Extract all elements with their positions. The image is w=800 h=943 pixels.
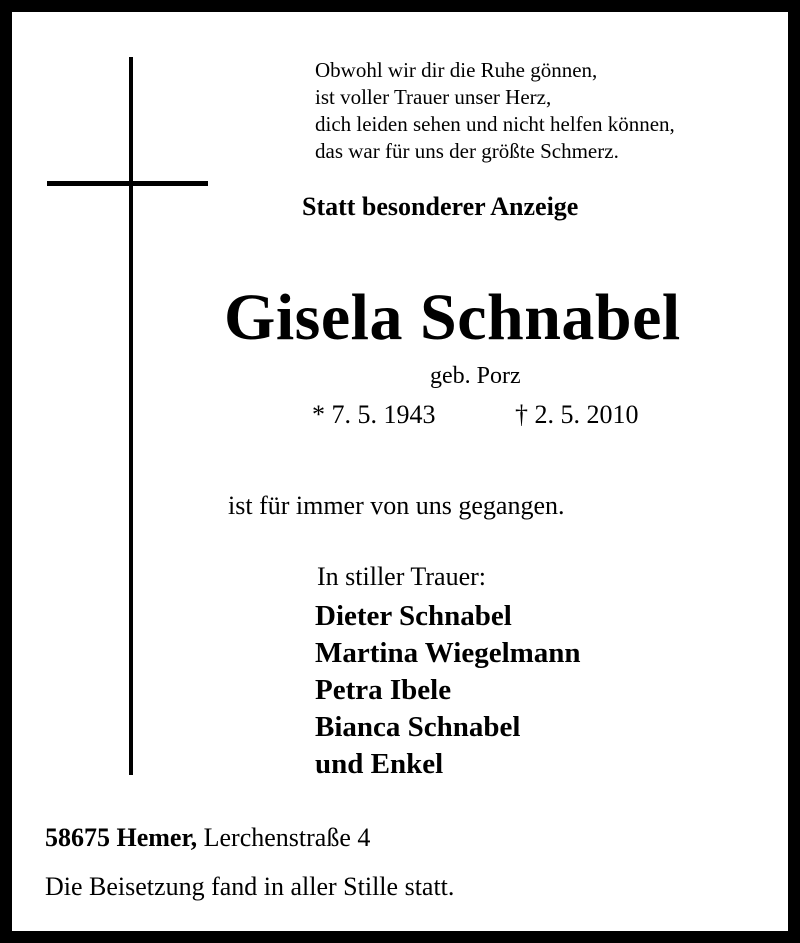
mourner-list xyxy=(315,598,581,783)
address-street: Lerchenstraße 4 xyxy=(203,823,371,852)
burial-note: Die Beisetzung fand in aller Stille statt. xyxy=(45,872,455,901)
poem-line: das war für uns der größte Schmerz. xyxy=(315,139,619,163)
passing-message: ist für immer von uns gegangen. xyxy=(228,491,565,520)
address xyxy=(45,823,370,853)
poem xyxy=(315,57,675,165)
poem-line: Obwohl wir dir die Ruhe gönnen, xyxy=(315,58,598,82)
notice-body xyxy=(12,12,788,931)
mourner-name: Petra Ibele xyxy=(315,674,452,706)
poem-line: ist voller Trauer unser Herz, xyxy=(315,85,552,109)
mourner-name: Bianca Schnabel xyxy=(315,711,521,743)
notice-heading: Statt besonderer Anzeige xyxy=(302,192,579,221)
deceased-name: Gisela Schnabel xyxy=(224,281,681,354)
poem-line: dich leiden sehen und nicht helfen können, xyxy=(315,112,675,136)
mourner-name: Martina Wiegelmann xyxy=(315,637,581,669)
cross-horizontal-beam xyxy=(47,181,208,186)
death-date: † 2. 5. 2010 xyxy=(515,400,639,429)
address-city: 58675 Hemer, xyxy=(45,823,198,852)
mourner-name: und Enkel xyxy=(315,748,444,780)
birth-date: * 7. 5. 1943 xyxy=(312,400,436,429)
mourner-name: Dieter Schnabel xyxy=(315,600,512,632)
mourning-intro: In stiller Trauer: xyxy=(317,562,486,591)
maiden-name: geb. Porz xyxy=(430,363,521,389)
cross-vertical-beam xyxy=(129,57,133,775)
